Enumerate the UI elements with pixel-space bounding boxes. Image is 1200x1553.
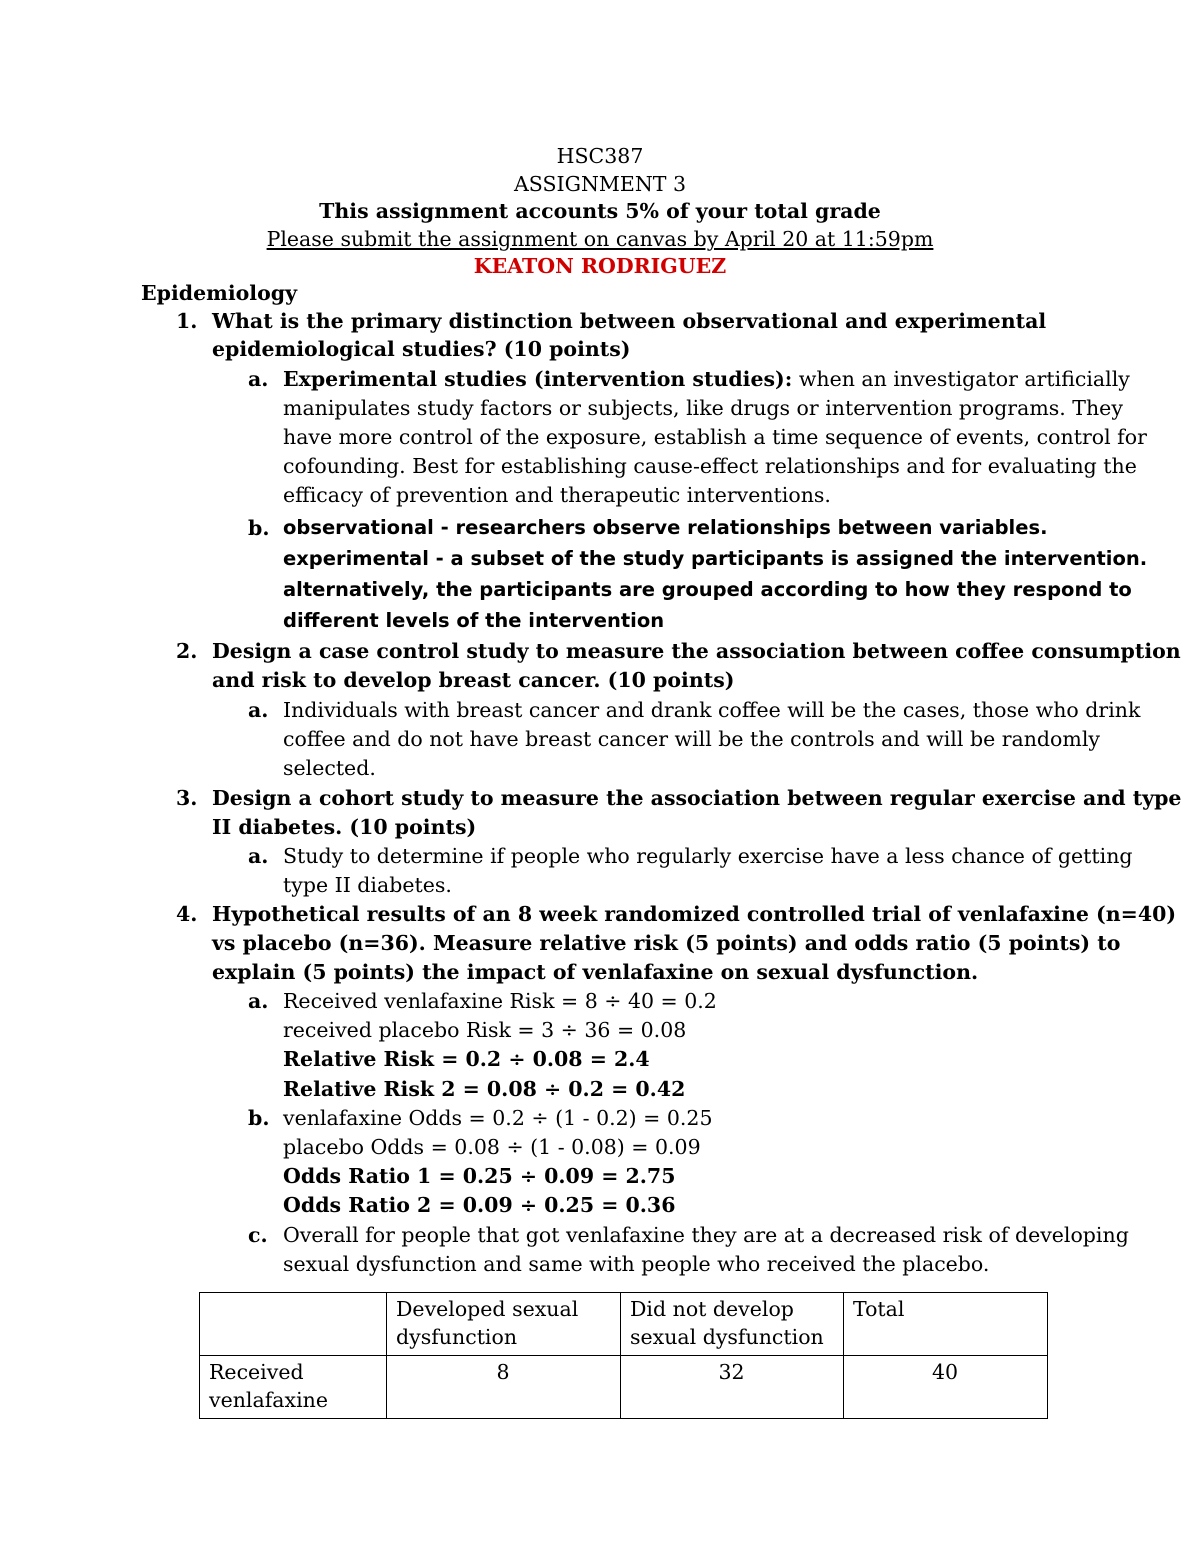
answer-1a-text: manipulates study factors or subjects, like drugs or intervention programs. They bbox=[283, 396, 1123, 420]
table-header-row bbox=[200, 1293, 1048, 1356]
relative-risk-1: Relative Risk = 0.2 ÷ 0.08 = 2.4 bbox=[283, 1047, 650, 1071]
table-row bbox=[200, 1356, 1048, 1419]
results-table bbox=[199, 1292, 1048, 1419]
question-2-text: Design a case control study to measure the association between coffee consumption bbox=[212, 639, 1181, 663]
answer-4c-marker: c. bbox=[248, 1223, 268, 1247]
question-3-text: II diabetes. (10 points) bbox=[212, 815, 477, 839]
submission-deadline: Please submit the assignment on canvas by April 20 at 11:59pm bbox=[266, 227, 934, 251]
answer-4a-marker: a. bbox=[248, 989, 269, 1013]
answer-2a-text: selected. bbox=[283, 756, 376, 780]
odds-ratio-1: Odds Ratio 1 = 0.25 ÷ 0.09 = 2.75 bbox=[283, 1164, 676, 1188]
section-heading: Epidemiology bbox=[141, 281, 297, 305]
table-header-cell: Developed sexual dysfunction bbox=[387, 1293, 621, 1356]
table-header-cell bbox=[200, 1293, 387, 1356]
odds-ratio-2: Odds Ratio 2 = 0.09 ÷ 0.25 = 0.36 bbox=[283, 1193, 676, 1217]
question-4-text: explain (5 points) the impact of venlafaxine on sexual dysfunction. bbox=[212, 960, 979, 984]
grade-weight-note: This assignment accounts 5% of your total grade bbox=[319, 199, 881, 223]
relative-risk-2: Relative Risk 2 = 0.08 ÷ 0.2 = 0.42 bbox=[283, 1077, 686, 1101]
table-cell: 40 bbox=[844, 1356, 1048, 1419]
answer-2a-text: Individuals with breast cancer and drank coffee will be the cases, those who drink bbox=[283, 698, 1141, 722]
table-cell: Received venlafaxine bbox=[200, 1356, 387, 1419]
table-header-cell: Did not develop sexual dysfunction bbox=[621, 1293, 844, 1356]
answer-4a-text: received placebo Risk = 3 ÷ 36 = 0.08 bbox=[283, 1018, 687, 1042]
table-cell: 8 bbox=[387, 1356, 621, 1419]
answer-4b-text: venlafaxine Odds = 0.2 ÷ (1 - 0.2) = 0.25 bbox=[283, 1106, 713, 1130]
course-code: HSC387 bbox=[556, 144, 644, 168]
answer-1a-marker: a. bbox=[248, 367, 269, 391]
answer-3a-text: type II diabetes. bbox=[283, 873, 452, 897]
table-cell: 32 bbox=[621, 1356, 844, 1419]
student-name: KEATON RODRIGUEZ bbox=[473, 254, 727, 278]
answer-1a-rest: when an investigator artificially bbox=[792, 367, 1130, 391]
answer-1b-marker: b. bbox=[248, 516, 270, 540]
answer-4b-text: placebo Odds = 0.08 ÷ (1 - 0.08) = 0.09 bbox=[283, 1135, 701, 1159]
answer-1a-text: cofounding. Best for establishing cause-effect relationships and for evaluating the bbox=[283, 454, 1137, 478]
question-4-number: 4. bbox=[176, 902, 198, 926]
question-3-text: Design a cohort study to measure the association between regular exercise and type bbox=[212, 786, 1182, 810]
answer-2a-text: coffee and do not have breast cancer will be the controls and will be randomly bbox=[283, 727, 1100, 751]
question-2-number: 2. bbox=[176, 639, 198, 663]
table-header-cell: Total bbox=[844, 1293, 1048, 1356]
answer-1b-text: observational - researchers observe relationships between variables. bbox=[283, 516, 1048, 539]
answer-1a-text: efficacy of prevention and therapeutic interventions. bbox=[283, 483, 831, 507]
answer-3a-text: Study to determine if people who regularly exercise have a less chance of getting bbox=[283, 844, 1133, 868]
answer-1b-text: experimental - a subset of the study participants is assigned the intervention. bbox=[283, 547, 1148, 570]
answer-1a-text bbox=[283, 366, 1130, 392]
answer-4b-marker: b. bbox=[248, 1106, 270, 1130]
question-1-text: What is the primary distinction between observational and experimental bbox=[212, 309, 1047, 333]
answer-1b-text: different levels of the intervention bbox=[283, 609, 665, 632]
answer-1a-lead: Experimental studies (intervention studies): bbox=[283, 367, 793, 391]
question-4-text: vs placebo (n=36). Measure relative risk (5 points) and odds ratio (5 points) to bbox=[212, 931, 1121, 955]
question-3-number: 3. bbox=[176, 786, 198, 810]
answer-2a-marker: a. bbox=[248, 698, 269, 722]
question-4-text: Hypothetical results of an 8 week randomized controlled trial of venlafaxine (n=40) bbox=[212, 902, 1177, 926]
answer-3a-marker: a. bbox=[248, 844, 269, 868]
answer-4a-text: Received venlafaxine Risk = 8 ÷ 40 = 0.2 bbox=[283, 989, 717, 1013]
answer-4c-text: sexual dysfunction and same with people who received the placebo. bbox=[283, 1252, 990, 1276]
answer-4c-text: Overall for people that got venlafaxine they are at a decreased risk of developing bbox=[283, 1223, 1129, 1247]
answer-1a-text: have more control of the exposure, establish a time sequence of events, control for bbox=[283, 425, 1147, 449]
assignment-title: ASSIGNMENT 3 bbox=[513, 172, 687, 196]
question-2-text: and risk to develop breast cancer. (10 points) bbox=[212, 668, 735, 692]
answer-1b-text: alternatively, the participants are grouped according to how they respond to bbox=[283, 578, 1132, 601]
question-1-text: epidemiological studies? (10 points) bbox=[212, 337, 631, 361]
question-1-number: 1. bbox=[176, 309, 198, 333]
